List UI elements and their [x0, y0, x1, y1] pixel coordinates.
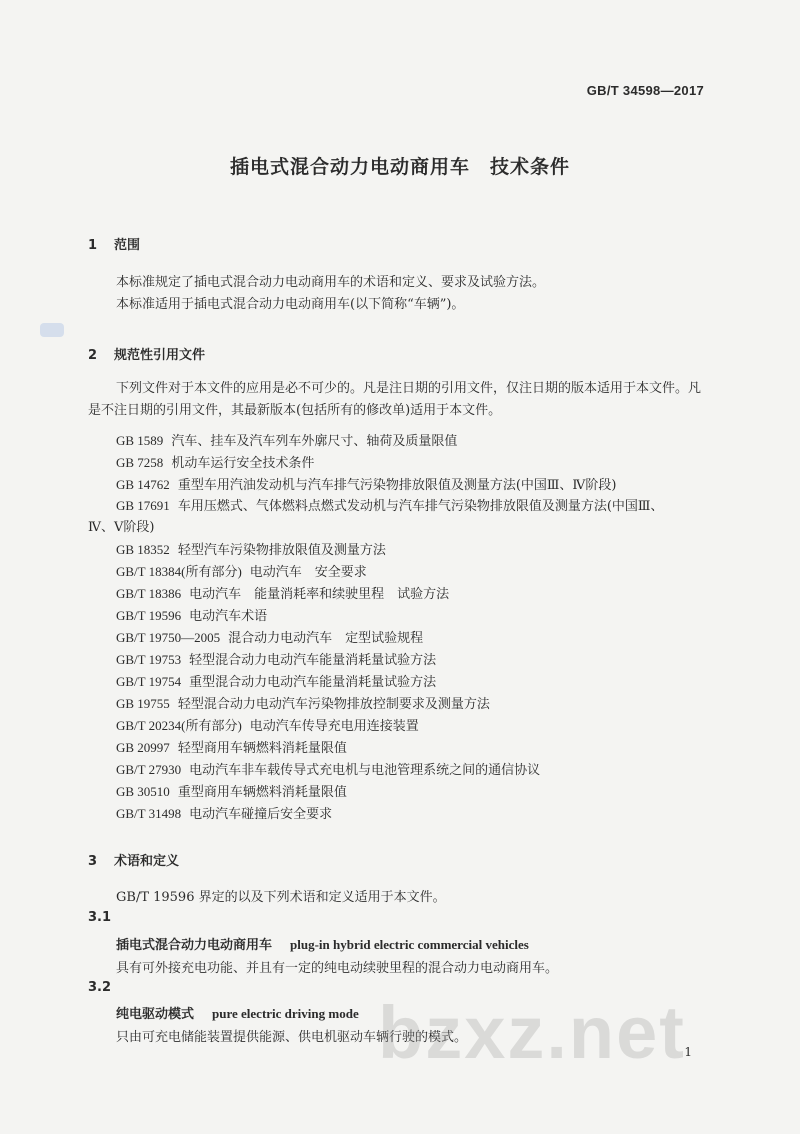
scope-paragraph-2: 本标准适用于插电式混合动力电动商用车(以下简称“车辆”)。 [116, 297, 465, 312]
term-chinese: 纯电驱动模式 [116, 1007, 195, 1022]
reference-item: GB/T 19754 重型混合动力电动汽车能量消耗量试验方法 [116, 674, 437, 690]
document-title: 插电式混合动力电动商用车 技术条件 [229, 156, 570, 178]
references-intro: 下列文件对于本文件的应用是必不可少的。凡是注日期的引用文件，仅注日期的版本适用于本文件。凡是不注日期的引用文件，其最新版本(包括所有的修改单)适用于本文件。 [88, 381, 702, 418]
section-title: 术语和定义 [114, 854, 180, 869]
section-2-heading [88, 344, 205, 363]
reference-item: GB 18352 轻型汽车污染物排放限值及测量方法 [116, 542, 386, 558]
scope-paragraph-1: 本标准规定了插电式混合动力电动商用车的术语和定义、要求及试验方法。 [116, 275, 546, 290]
reference-item: GB/T 20234(所有部分) 电动汽车传导充电用连接装置 [116, 718, 419, 734]
reference-item: GB 20997 轻型商用车辆燃料消耗量限值 [116, 740, 347, 756]
reference-item: GB/T 19596 电动汽车术语 [116, 608, 268, 624]
terms-intro: GB/T 19596 界定的以及下列术语和定义适用于本文件。 [116, 890, 446, 905]
standard-code: GB/T 34598—2017 [586, 83, 704, 98]
reference-item: GB/T 18384(所有部分) 电动汽车 安全要求 [116, 564, 367, 580]
section-number: 3 [88, 854, 98, 869]
term-heading [116, 934, 529, 953]
term-english: pure electric driving mode [212, 1006, 359, 1021]
reference-item: GB 30510 重型商用车辆燃料消耗量限值 [116, 784, 347, 800]
section-1-heading [88, 234, 140, 253]
section-number: 2 [88, 348, 98, 363]
reference-item: GB 7258 机动车运行安全技术条件 [116, 455, 315, 471]
term-english: plug-in hybrid electric commercial vehicles [290, 937, 529, 952]
page-number: 1 [684, 1045, 692, 1059]
term-heading [116, 1003, 359, 1022]
watermark: bzxz.net [378, 991, 686, 1074]
term-number: 3.1 [88, 910, 112, 925]
term-number: 3.2 [88, 980, 112, 995]
term-definition: 只由可充电储能装置提供能源、供电机驱动车辆行驶的模式。 [116, 1030, 468, 1045]
term-definition: 具有可外接充电功能、并且有一定的纯电动续驶里程的混合动力电动商用车。 [116, 961, 559, 976]
reference-item: GB/T 19750—2005 混合动力电动汽车 定型试验规程 [116, 630, 424, 646]
reference-item: GB/T 27930 电动汽车非车载传导式充电机与电池管理系统之间的通信协议 [116, 762, 541, 778]
term-chinese: 插电式混合动力电动商用车 [116, 938, 273, 953]
section-title: 规范性引用文件 [114, 348, 206, 363]
section-number: 1 [88, 238, 98, 253]
reference-item: GB 19755 轻型混合动力电动汽车污染物排放控制要求及测量方法 [116, 696, 490, 712]
reference-item: GB/T 18386 电动汽车 能量消耗率和续驶里程 试验方法 [116, 586, 450, 602]
section-title: 范围 [114, 238, 141, 253]
reference-item: GB/T 19753 轻型混合动力电动汽车能量消耗量试验方法 [116, 652, 437, 668]
reference-item: GB 17691 车用压燃式、气体燃料点燃式发动机与汽车排气污染物排放限值及测量方法(中国Ⅲ、 [116, 498, 664, 514]
reference-item: GB 1589 汽车、挂车及汽车列车外廓尺寸、轴荷及质量限值 [116, 433, 458, 449]
reference-item: GB 14762 重型车用汽油发动机与汽车排气污染物排放限值及测量方法(中国Ⅲ、Ⅳ阶段) [116, 477, 617, 493]
reference-item: GB/T 31498 电动汽车碰撞后安全要求 [116, 806, 333, 822]
reference-item-continuation: Ⅳ、Ⅴ阶段) [88, 520, 155, 535]
section-3-heading [88, 850, 179, 869]
scan-mark [40, 323, 64, 337]
